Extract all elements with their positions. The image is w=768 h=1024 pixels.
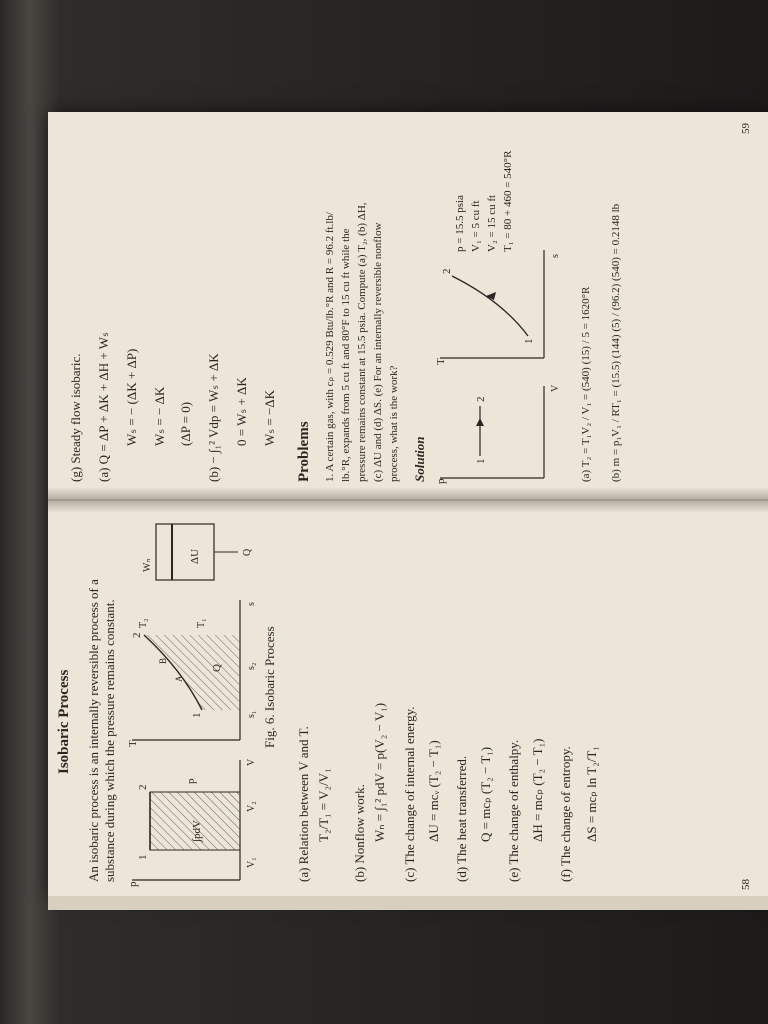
- problems-heading: Problems: [296, 421, 312, 482]
- solution-b: (b) m = p₁V₁ / RT₁ = (15.5) (144) (5) / (96.2) (540) = 0.2148 lb: [610, 203, 622, 482]
- item-d-equation: Q = mcₚ (T₂ − T₁): [478, 746, 493, 842]
- ts-point-1: 1: [191, 712, 203, 718]
- g-equation-1: Wₛ = − (ΔK + ΔP): [124, 348, 139, 446]
- box-heat: Q: [242, 548, 253, 556]
- page-number-59: 59: [740, 123, 752, 134]
- intro-line-2: substance during which the pressure remains constant.: [102, 599, 117, 882]
- ts-T1: T₁: [196, 618, 207, 628]
- sol-v-axis: V: [550, 384, 561, 392]
- item-c-equation: ΔU = mcᵥ (T₂ − T₁): [426, 740, 441, 842]
- pv-v1: V₁: [246, 857, 257, 868]
- item-g-b: (b) − ∫₁² Vdp = Wₛ + ΔK: [206, 353, 221, 482]
- sol-ts-point-2: 2: [441, 268, 453, 274]
- problem-line-1: 1. A certain gas, with cₚ = 0.529 Btu/lb.°R and R = 96.2 ft.lb/: [324, 212, 336, 482]
- sol-ts-point-1: 1: [523, 338, 535, 344]
- item-a-label: (a) Relation between V and T.: [296, 726, 311, 882]
- solution-pv-diagram: [435, 384, 561, 484]
- solution-ts-diagram: [435, 250, 561, 365]
- piston-box: [142, 524, 253, 580]
- pv-area-label: ∫pdV: [191, 820, 203, 842]
- pv-pressure-label: p: [185, 778, 197, 784]
- problem-line-5: process, what is the work?: [388, 365, 400, 482]
- section-heading: Isobaric Process: [56, 669, 72, 774]
- ts-B: B: [158, 657, 168, 664]
- pv-v-axis: V: [246, 758, 257, 766]
- pv-point-1: 1: [137, 854, 149, 860]
- sol-point-2: 2: [475, 396, 487, 402]
- item-f-label: (f) The change of entropy.: [558, 746, 573, 882]
- box-work: Wₙ: [142, 558, 153, 572]
- page-number-58: 58: [740, 879, 752, 890]
- open-book: [48, 112, 768, 896]
- solution-a: (a) T₂ = T₁V₂ / V₁ = (540) (15) / 5 = 1620°R: [580, 286, 592, 482]
- g-equation-5: Wₛ = −ΔK: [262, 389, 277, 446]
- item-b-label: (b) Nonflow work.: [352, 784, 367, 882]
- page-edge: [48, 896, 768, 910]
- item-g-label: (g) Steady flow isobaric.: [68, 353, 83, 482]
- given-v1: V₁ = 5 cu ft: [470, 200, 482, 252]
- sol-point-1: 1: [475, 458, 487, 464]
- ts-s2: s₂: [246, 662, 257, 670]
- ts-T2: T₂: [138, 618, 149, 628]
- pv-point-2: 2: [137, 784, 149, 790]
- g-equation-3: (ΔP = 0): [178, 401, 193, 446]
- item-e-label: (e) The change of enthalpy.: [506, 739, 521, 882]
- left-page: [48, 504, 768, 896]
- g-equation-4: 0 = Wₛ + ΔK: [234, 377, 249, 446]
- sol-p-axis: p: [435, 478, 447, 484]
- given-pressure: p = 15.5 psia: [454, 195, 466, 252]
- ts-diagram: [127, 600, 257, 747]
- item-a-equation: T₂/T₁ = V₂/V₁: [316, 768, 331, 842]
- item-d-label: (d) The heat transferred.: [454, 755, 469, 882]
- ts-s-axis: s: [246, 602, 257, 606]
- pv-v2: V₂: [246, 801, 257, 812]
- figure-6-isobaric: [122, 510, 258, 890]
- item-e-equation: ΔH = mcₚ (T₂ − T₁): [530, 738, 545, 842]
- box-internal-energy: ΔU: [189, 548, 201, 564]
- ts-point-2: 2: [131, 632, 143, 638]
- pv-p-axis: p: [127, 881, 139, 887]
- g-equation-2: Wₛ = − ΔK: [152, 386, 167, 446]
- given-v2: V₂ = 15 cu ft: [486, 194, 498, 252]
- problem-line-4: (c) ΔU and (d) ΔS. (e) For an internally reversible nonflow: [372, 222, 384, 482]
- problem-line-2: lb.°R, expands from 5 cu ft and 80°F to 15 cu ft while the: [340, 228, 352, 482]
- item-c-label: (c) The change of internal energy.: [402, 706, 417, 882]
- solution-diagrams: [432, 246, 562, 486]
- sol-t-axis: T: [435, 358, 447, 365]
- solution-heading: Solution: [412, 436, 427, 482]
- sol-s-axis: s: [550, 254, 561, 258]
- item-f-equation: ΔS = mcₚ ln T₂/T₁: [584, 746, 599, 842]
- problem-line-3: pressure remains constant at 15.5 psia. Compute (a) T₂, (b) ΔH,: [356, 202, 368, 482]
- item-b-equation: Wₙ = ∫₁² pdV = p(V₂ − V₁): [372, 702, 387, 842]
- ts-s1: s₁: [246, 710, 257, 718]
- rotated-spread: [48, 112, 768, 896]
- item-g-a: (a) Q = ΔP + ΔK + ΔH + Wₛ: [96, 332, 111, 482]
- pv-diagram: [127, 758, 257, 887]
- ts-Q: Q: [211, 664, 223, 672]
- ts-t-axis: T: [127, 740, 139, 747]
- right-page: [48, 112, 768, 504]
- figure-caption: Fig. 6. Isobaric Process: [262, 626, 277, 748]
- given-t1: T₁ = 80 + 460 = 540°R: [502, 150, 514, 252]
- ts-A: A: [174, 675, 184, 682]
- intro-line-1: An isobaric process is an internally reversible process of a: [86, 579, 101, 882]
